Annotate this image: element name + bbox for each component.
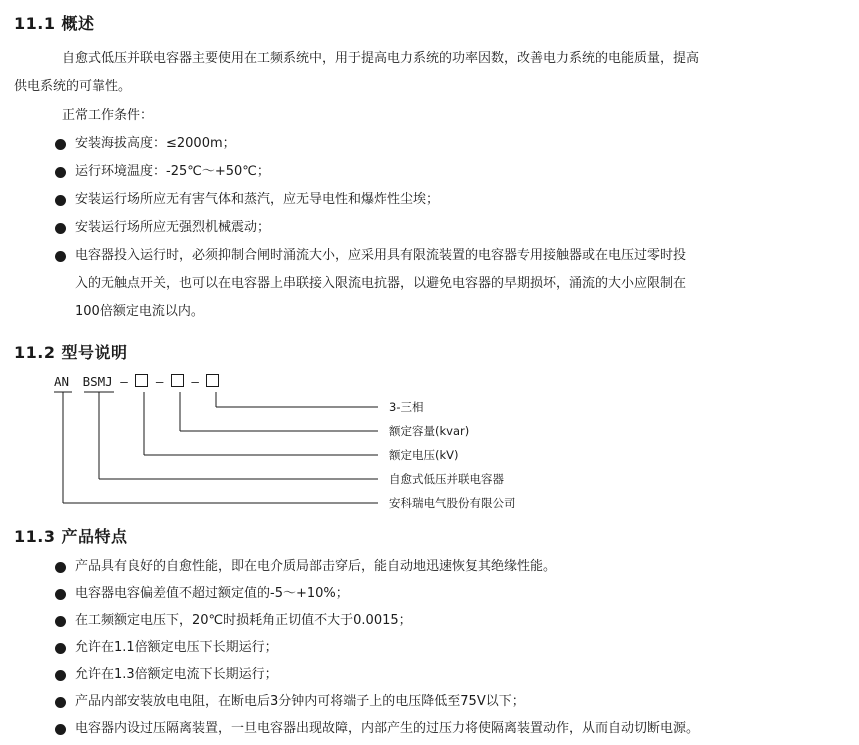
label-capacity: 额定容量(kvar) (389, 424, 470, 438)
bullet-icon (55, 562, 66, 573)
feature-item: 电容器内设过压隔离装置，一旦电容器出现故障，内部产生的过压力将使隔离装置动作，从而自动切断电源。 (75, 721, 700, 736)
bullet-icon (55, 643, 66, 654)
bullet-icon (55, 697, 66, 708)
overview-paragraph-line1: 自愈式低压并联电容器主要使用在工频系统中，用于提高电力系统的功率因数，改善电力系统的电能质量，提高 (62, 51, 700, 66)
condition-item: 安装海拔高度：≤2000m； (75, 136, 236, 151)
feature-item: 产品内部安装放电电阻，在断电后3分钟内可将端子上的电压降低至75V以下； (75, 694, 525, 709)
condition-item-inrush-line3: 100倍额定电流以内。 (75, 304, 204, 319)
code-prefix-an: AN (54, 374, 70, 389)
feature-item: 电容器电容偏差值不超过额定值的-5～+10%； (75, 586, 349, 601)
condition-item: 安装运行场所应无有害气体和蒸汽，应无导电性和爆炸性尘埃； (75, 192, 440, 207)
conditions-label: 正常工作条件： (62, 108, 154, 123)
feature-item: 在工频额定电压下，20℃时损耗角正切值不大于0.0015； (75, 613, 412, 628)
feature-item: 允许在1.1倍额定电压下长期运行； (75, 640, 278, 655)
code-dash: — (155, 374, 164, 389)
section-title-features: 11.3 产品特点 (14, 527, 128, 546)
condition-item-inrush-line2: 入的无触点开关，也可以在电容器上串联接入限流电抗器，以避免电容器的早期损坏，涌流的大小应限制在 (75, 276, 687, 291)
condition-item: 安装运行场所应无强烈机械震动； (75, 220, 271, 235)
label-phase: 3-三相 (389, 400, 424, 414)
feature-item: 允许在1.3倍额定电流下长期运行； (75, 667, 278, 682)
label-company: 安科瑞电气股份有限公司 (389, 496, 516, 510)
code-dash: — (191, 374, 199, 389)
condition-item: 运行环境温度：-25℃～+50℃； (75, 164, 270, 179)
code-series-bsmj: BSMJ (82, 374, 113, 389)
section-title-model: 11.2 型号说明 (14, 343, 128, 362)
bullet-icon (55, 616, 66, 627)
code-dash: — (120, 374, 128, 389)
bullet-icon (55, 724, 66, 735)
feature-item: 产品具有良好的自愈性能，即在电介质局部击穿后，能自动地迅速恢复其绝缘性能。 (75, 559, 557, 574)
bullet-icon (55, 670, 66, 681)
bullet-icon (55, 589, 66, 600)
condition-item-inrush-line1: 电容器投入运行时，必须抑制合闸时涌流大小，应采用具有限流装置的电容器专用接触器或在电压过零时投 (75, 248, 687, 263)
label-voltage: 额定电压(kV) (389, 448, 459, 462)
label-series: 自愈式低压并联电容器 (389, 472, 504, 486)
overview-paragraph-line2: 供电系统的可靠性。 (14, 79, 132, 94)
section-title-overview: 11.1 概述 (14, 14, 95, 33)
